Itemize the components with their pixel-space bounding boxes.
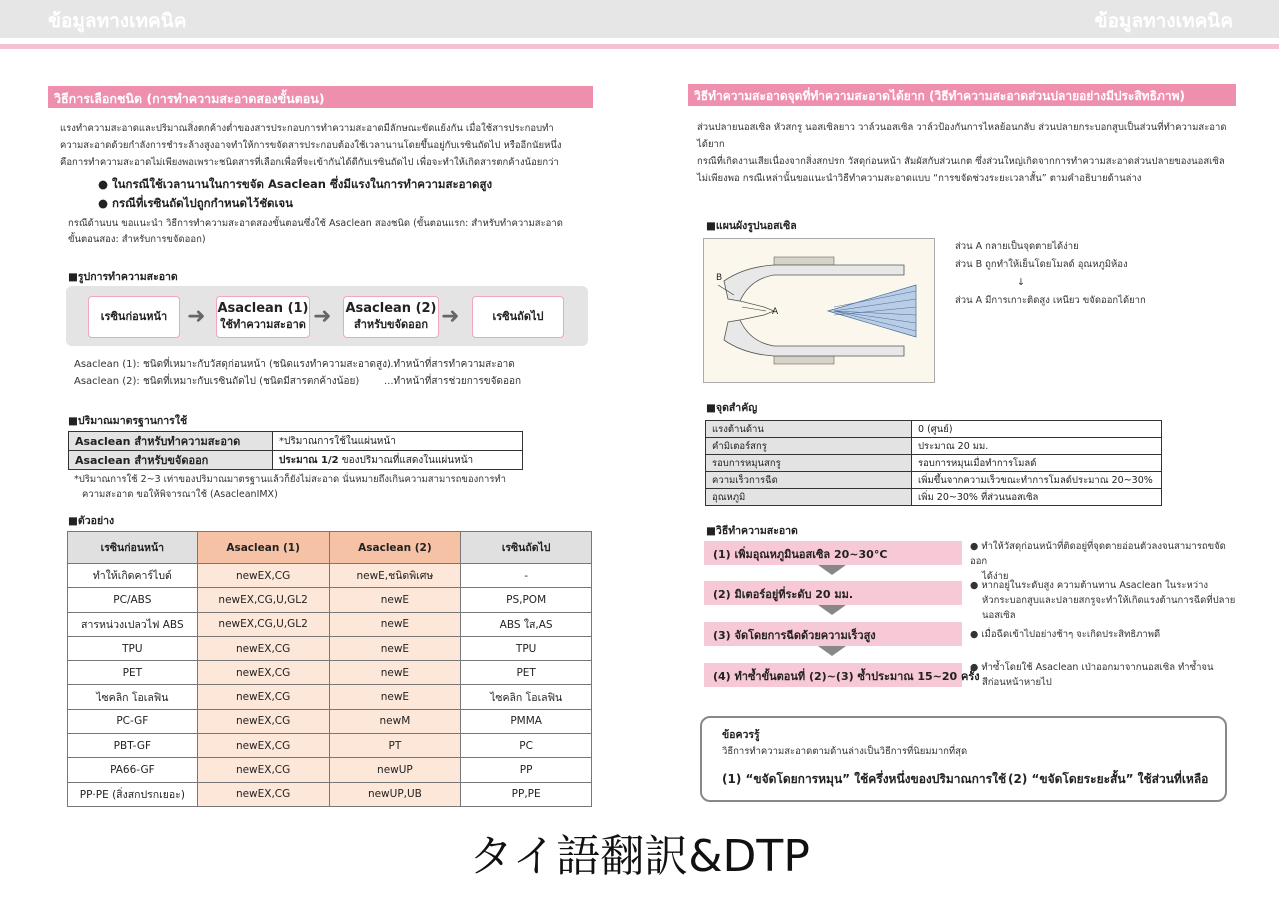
intro-line: แรงทำความสะอาดและปริมาณสิ่งตกค้างต่ำของสารประกอบการทำความสะอาดมีลักษณะขัดแย้งกัน เมื่อใช้สารประกอบทำ — [60, 123, 554, 134]
table-row — [68, 588, 592, 612]
top-header-bar — [0, 0, 1279, 38]
diagram-label-b: B — [716, 273, 723, 283]
table-header-cell: เรซินก่อนหน้า — [68, 532, 198, 564]
procedure-heading: ■วิธีทำความสะอาด — [706, 525, 798, 537]
emphasis-text: ประมาณ 1/2 — [279, 454, 339, 466]
note-line: ทำซ้ำโดยใช้ Asaclean เป่าออกมาจากนอสเซิล ทำซ้ำจน — [981, 662, 1214, 673]
flow-step-label: Asaclean (2) — [345, 301, 437, 316]
table-cell: newE — [329, 636, 461, 660]
left-intro-paragraph — [60, 120, 590, 171]
table-row — [68, 685, 592, 709]
table-row — [706, 438, 1162, 455]
table-cell: PP — [461, 758, 592, 782]
table-cell: อุณหภูมิ — [706, 489, 912, 506]
flow-step-label: Asaclean (1) — [217, 301, 309, 316]
bullet-item: ● ในกรณีใช้เวลานานในการขจัด Asaclean ซึ่งมีแรงในการทำความสะอาดสูง — [98, 177, 493, 191]
tip-box — [700, 716, 1227, 802]
standard-amount-table — [68, 431, 523, 470]
table-cell: newEX,CG — [197, 636, 329, 660]
flow-note-1-role: ...ทำหน้าที่สารทำความสะอาด — [384, 359, 515, 370]
example-table — [67, 531, 592, 807]
intro-line: ไม่เพียงพอ กรณีเหล่านั้นขอแนะนำวิธีทำความสะอาดแบบ “การขจัดช่วงระยะเวลาสั้น” ตามคำอธิบายด้านล่าง — [697, 173, 1142, 184]
right-intro-paragraph — [697, 119, 1242, 187]
footer-caption: タイ語翻訳&DTP — [469, 831, 810, 882]
flow-note-2-role: ...ทำหน้าที่สารช่วยการขจัดออก — [384, 376, 522, 387]
step-arrow-icon — [818, 646, 846, 656]
table-cell: newEX,CG — [197, 685, 329, 709]
table-cell: แรงต้านด้าน — [706, 421, 912, 438]
header-title-left: ข้อมูลทางเทคนิค — [48, 10, 187, 32]
procedure-step-3: (3) จัดโดยการฉีดด้วยความเร็วสูง — [704, 622, 962, 646]
table-header-row — [68, 532, 592, 564]
table-cell: PS,POM — [461, 588, 592, 612]
intro-line: ได้ยาก — [697, 139, 725, 150]
table-cell: newUP — [329, 758, 461, 782]
table-row — [69, 432, 523, 451]
nozzle-diagram-heading: ■แผนผังรูปนอสเซิล — [706, 220, 797, 232]
note-line: หัวกระบอกสูบและปลายสกรูจะทำให้เกิดแรงต้านการฉีดที่ปลาย — [982, 595, 1236, 606]
flow-step-sublabel: ใช้ทำความสะอาด — [220, 318, 306, 331]
intro-line: ความสะอาดด้วยกำลังการชำระล้างสูงอาจทำให้การขจัดสารประกอบต้องใช้เวลานานโดยขึ้นอยู่กับเรซินถัดไป หรืออีกนัยหนึ่ง — [60, 140, 562, 151]
table-cell: newEX,CG — [197, 758, 329, 782]
table-cell: 0 (ศูนย์) — [912, 421, 1162, 438]
table-cell: Asaclean สำหรับทำความสะอาด — [69, 432, 273, 451]
right-section-title: วิธีทำความสะอาดจุดที่ทำความสะอาดได้ยาก (วิธีทำความสะอาดส่วนปลายอย่างมีประสิทธิภาพ) — [688, 84, 1236, 106]
flow-arrow-icon: ➜ — [441, 304, 460, 329]
table-header-cell: เรซินถัดไป — [461, 532, 592, 564]
step-arrow-icon — [818, 565, 846, 575]
procedure-step-4: (4) ทำซ้ำขั้นตอนที่ (2)~(3) ซ้ำประมาณ 15~20 ครั้ง — [704, 663, 962, 687]
table-row — [68, 564, 592, 588]
tip-item-1: (1) “ขจัดโดยการหมุน” ใช้ครึ่งหนึ่งของปริมาณการใช้ — [722, 772, 1007, 786]
table-row — [68, 782, 592, 806]
table-cell: newE — [329, 661, 461, 685]
flow-step-previous-resin — [88, 296, 180, 338]
table-cell: newEX,CG — [197, 661, 329, 685]
nozzle-diagram-explanation — [955, 238, 1245, 310]
flow-heading: ■รูปการทำความสะอาด — [68, 271, 178, 283]
flow-step-label: เรซินถัดไป — [492, 310, 544, 323]
tip-description: วิธีการทำความสะอาดตามด้านล่างเป็นวิธีการที่นิยมมากที่สุด — [722, 746, 968, 757]
flow-note-2: Asaclean (2): ชนิดที่เหมาะกับเรซินถัดไป (ชนิดมีสารตกค้างน้อย) — [74, 376, 360, 387]
table-row — [68, 734, 592, 758]
procedure-step-1: (1) เพิ่มอุณหภูมินอสเซิล 20~30°C — [704, 541, 962, 565]
table-cell: newE — [329, 588, 461, 612]
flow-step-sublabel: สำหรับขจัดออก — [353, 318, 428, 331]
header-divider — [0, 44, 1279, 49]
table-cell: ไซคลิก โอเลฟิน — [461, 685, 592, 709]
table-cell: PP,PE — [461, 782, 592, 806]
note-line: สีก่อนหน้าหายไป — [982, 677, 1052, 688]
note-line: หากอยู่ในระดับสูง ความต้านทาน Asaclean ในระหว่าง — [981, 580, 1209, 591]
table-cell: newM — [329, 709, 461, 733]
table-cell: คำมิเตอร์สกรู — [706, 438, 912, 455]
step-arrow-icon — [818, 605, 846, 615]
nozzle-diagram — [703, 238, 935, 383]
table-row — [68, 661, 592, 685]
table-cell: *ปริมาณการใช้ในแผ่นหน้า — [273, 432, 523, 451]
table-cell: PC — [461, 734, 592, 758]
table-row — [706, 421, 1162, 438]
table-cell: newE — [329, 685, 461, 709]
flow-step-asaclean-1 — [216, 296, 310, 338]
table-cell: newE — [329, 612, 461, 636]
table-cell: PC-GF — [68, 709, 198, 733]
header-title-right: ข้อมูลทางเทคนิค — [1094, 10, 1233, 32]
table-cell: newUP,UB — [329, 782, 461, 806]
table-cell: PMMA — [461, 709, 592, 733]
key-points-heading: ■จุดสำคัญ — [706, 402, 758, 414]
intro-line: กรณีที่เกิดงานเสียเนื่องจากสิ่งสกปรก วัสดุก่อนหน้า สัมผัสกับส่วนเกต ซึ่งส่วนใหญ่เกิดจากการทำความสะอาดส่วนปลายของนอสเซิล — [697, 156, 1225, 167]
flow-step-asaclean-2 — [343, 296, 439, 338]
table-row — [706, 472, 1162, 489]
note-line: นอสเซิล — [982, 610, 1016, 621]
table-row — [706, 455, 1162, 472]
table-cell: PBT-GF — [68, 734, 198, 758]
table-cell: newEX,CG,U,GL2 — [197, 588, 329, 612]
table-cell: รอบการหมุนสกรู — [706, 455, 912, 472]
table-cell: สารหน่วงเปลวไฟ ABS — [68, 612, 198, 636]
note-line: เมื่อฉีดเข้าไปอย่างช้าๆ จะเกิดประสิทธิภาพดี — [981, 629, 1161, 640]
table-cell: PT — [329, 734, 461, 758]
table-cell: เพิ่ม 20~30% ที่ส่วนนอสเซิล — [912, 489, 1162, 506]
table-cell: ความเร็วการฉีด — [706, 472, 912, 489]
procedure-step-2: (2) มิเตอร์อยู่ที่ระดับ 20 มม. — [704, 581, 962, 605]
note-line: ทำให้วัสดุก่อนหน้าที่ติดอยู่ที่จุดตายอ่อนตัวลงจนสามารถขจัดออก — [970, 541, 1226, 567]
bullet-icon: ● — [970, 580, 982, 591]
tip-title: ข้อควรรู้ — [722, 729, 760, 741]
table-cell: PET — [68, 661, 198, 685]
standard-amount-note — [74, 472, 594, 502]
recommend-paragraph — [68, 216, 593, 248]
table-cell: newEX,CG — [197, 782, 329, 806]
table-cell: - — [461, 564, 592, 588]
table-cell: ประมาณ 20 มม. — [912, 438, 1162, 455]
example-heading: ■ตัวอย่าง — [68, 515, 115, 527]
flow-note-1: Asaclean (1): ชนิดที่เหมาะกับวัสดุก่อนหน้า (ชนิดแรงทำความสะอาดสูง) — [74, 359, 391, 370]
explanation-line: ส่วน B ถูกทำให้เย็นโดยโมลด์ อุณหภูมิห้อง — [955, 259, 1128, 270]
flow-arrow-icon: ➜ — [187, 304, 206, 329]
table-header-cell: Asaclean (2) — [329, 532, 461, 564]
tip-item-2: (2) “ขจัดโดยระยะสั้น” ใช้ส่วนที่เหลือ — [1008, 772, 1209, 786]
recommend-line: กรณีด้านบน ขอแนะนำ วิธีการทำความสะอาดสองขั้นตอนซึ่งใช้ Asaclean สองชนิด (ขั้นตอนแรก: สำหรับทำความสะอาด — [68, 218, 563, 229]
key-points-table — [705, 420, 1162, 506]
table-cell — [273, 451, 523, 470]
diagram-label-a: A — [772, 307, 779, 317]
down-arrow-icon: ↓ — [1017, 277, 1025, 288]
table-cell: ไซคลิก โอเลฟิน — [68, 685, 198, 709]
note-line: *ปริมาณการใช้ 2~3 เท่าของปริมาณมาตรฐานแล้วก็ยังไม่สะอาด นั่นหมายถึงเกินความสามารถของการทำ — [74, 474, 507, 485]
nozzle-illustration — [704, 239, 936, 384]
left-section-title: วิธีการเลือกชนิด (การทำความสะอาดสองขั้นตอน) — [48, 86, 593, 108]
bullet-icon: ● — [970, 541, 982, 552]
bullet-item: ● กรณีที่เรซินถัดไปถูกกำหนดไว้ชัดเจน — [98, 196, 294, 210]
table-row — [68, 636, 592, 660]
flow-arrow-icon: ➜ — [313, 304, 332, 329]
table-cell: PET — [461, 661, 592, 685]
table-cell: newEX,CG — [197, 564, 329, 588]
procedure-note-3 — [970, 627, 1240, 642]
table-row — [68, 612, 592, 636]
intro-line: คือการทำความสะอาดไม่เพียงพอเพราะชนิดสารที่เลือกเพื่อที่จะเข้ากันได้ดีกับเรซินถัดไป เพื่อจะทำให้เกิดสารตกค้างน้อยกว่า — [60, 157, 559, 168]
note-line: ได้ง่าย — [982, 571, 1009, 582]
table-cell: newE,ชนิดพิเศษ — [329, 564, 461, 588]
flow-step-next-resin — [472, 296, 564, 338]
intro-line: ส่วนปลายนอสเซิล หัวสกรู นอสเซิลยาว วาล์วนอสเซิล วาล์วป้องกันการไหลย้อนกลับ ส่วนปลายกระบอกสูบเป็นส่วนที่ทำความสะอาด — [697, 122, 1227, 133]
table-cell: ทำให้เกิดคาร์ไบด์ — [68, 564, 198, 588]
bullet-icon: ● — [970, 662, 982, 673]
explanation-line: ส่วน A มีการเกาะติดสูง เหนียว ขจัดออกได้ยาก — [955, 295, 1146, 306]
table-cell: TPU — [461, 636, 592, 660]
table-cell: newEX,CG — [197, 709, 329, 733]
table-cell: newEX,CG,U,GL2 — [197, 612, 329, 636]
procedure-note-4 — [970, 660, 1240, 690]
table-cell: PC/ABS — [68, 588, 198, 612]
table-cell: Asaclean สำหรับขจัดออก — [69, 451, 273, 470]
table-row — [68, 709, 592, 733]
cell-text: ของปริมาณที่แสดงในแผ่นหน้า — [338, 454, 474, 466]
table-cell: เพิ่มขึ้นจากความเร็วขณะทำการโมลด์ประมาณ 20~30% — [912, 472, 1162, 489]
table-row — [69, 451, 523, 470]
table-row — [68, 758, 592, 782]
table-row — [706, 489, 1162, 506]
bullet-icon: ● — [970, 629, 982, 640]
note-line: ความสะอาด ขอให้พิจารณาใช้ (AsacleanIMX) — [82, 489, 278, 500]
standard-amount-heading: ■ปริมาณมาตรฐานการใช้ — [68, 415, 188, 427]
table-cell: newEX,CG — [197, 734, 329, 758]
procedure-note-2 — [970, 578, 1240, 623]
table-cell: ABS ใส,AS — [461, 612, 592, 636]
table-cell: TPU — [68, 636, 198, 660]
table-header-cell: Asaclean (1) — [197, 532, 329, 564]
flow-step-label: เรซินก่อนหน้า — [100, 310, 168, 323]
table-cell: PA66-GF — [68, 758, 198, 782]
table-cell: รอบการหมุนเมื่อทำการโมลด์ — [912, 455, 1162, 472]
table-cell: PP·PE (สิ่งสกปรกเยอะ) — [68, 782, 198, 806]
explanation-line: ส่วน A กลายเป็นจุดตายได้ง่าย — [955, 241, 1079, 252]
recommend-line: ขั้นตอนสอง: สำหรับการขจัดออก) — [68, 234, 206, 245]
